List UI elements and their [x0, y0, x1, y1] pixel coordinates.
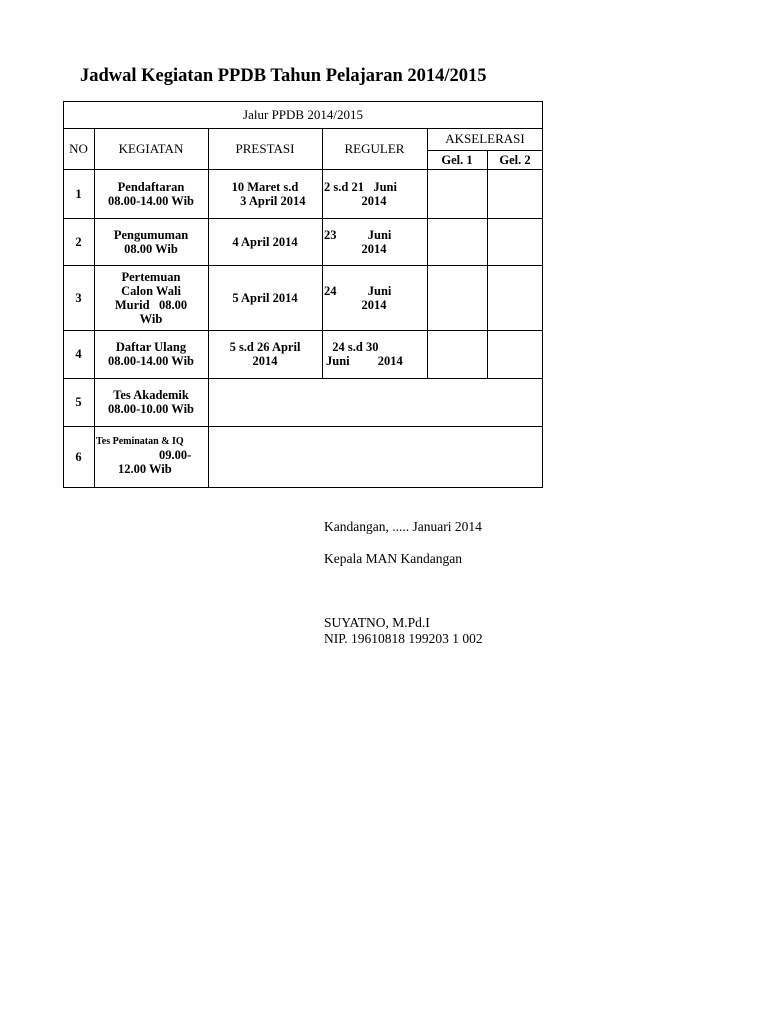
row-no: 5 [75, 395, 82, 409]
row-reguler: 2 s.d 21 Juni 2014 [324, 179, 397, 208]
col-header-kegiatan: KEGIATAN [118, 141, 184, 156]
row-no: 3 [75, 290, 82, 305]
row-prestasi: 5 s.d 26 April 2014 [229, 340, 301, 368]
row-kegiatan: Tes Akademik 08.00-10.00 Wib [107, 388, 194, 416]
row-no: 4 [75, 347, 82, 361]
row-kegiatan: Pengumuman 08.00 Wib [113, 227, 189, 256]
kegiatan-line: 12.00 Wib [118, 462, 172, 476]
row-no: 2 [75, 234, 82, 249]
signatory-name: SUYATNO, M.Pd.I [324, 615, 430, 630]
row-no: 1 [75, 186, 82, 201]
row-prestasi: 4 April 2014 [232, 234, 298, 249]
row-kegiatan: Pertemuan Calon Wali Murid 08.00 Wib [114, 269, 188, 326]
col-header-no: NO [69, 141, 88, 156]
row-kegiatan: Daftar Ulang 08.00-14.00 Wib [107, 340, 194, 368]
table-line [487, 150, 488, 378]
kegiatan-line: 09.00- [159, 448, 192, 462]
col-header-reguler: REGULER [344, 141, 405, 156]
table-border-bottom [63, 487, 543, 488]
jalur-header: Jalur PPDB 2014/2015 [243, 107, 363, 122]
row-reguler: 24 s.d 30 Juni 2014 [326, 340, 403, 368]
page-title: Jadwal Kegiatan PPDB Tahun Pelajaran 2014/2015 [80, 66, 487, 86]
col-header-gel1: Gel. 1 [441, 153, 473, 167]
row-kegiatan [94, 426, 208, 487]
signatory-nip: NIP. 19610818 199203 1 002 [324, 631, 483, 646]
col-header-akselerasi: AKSELERASI [445, 131, 525, 146]
row-prestasi: 5 April 2014 [232, 290, 298, 305]
row-prestasi: 10 Maret s.d 3 April 2014 [231, 179, 306, 208]
row-no: 6 [75, 449, 82, 464]
kegiatan-line: Tes Peminatan & IQ [96, 436, 184, 447]
signatory-position: Kepala MAN Kandangan [324, 551, 462, 566]
col-header-gel2: Gel. 2 [499, 153, 531, 167]
row-kegiatan: Pendaftaran 08.00-14.00 Wib [107, 179, 194, 208]
place-date: Kandangan, ..... Januari 2014 [324, 519, 482, 534]
row-reguler: 23 Juni 2014 [324, 227, 392, 256]
col-header-prestasi: PRESTASI [235, 141, 295, 156]
row-reguler: 24 Juni 2014 [324, 283, 392, 312]
